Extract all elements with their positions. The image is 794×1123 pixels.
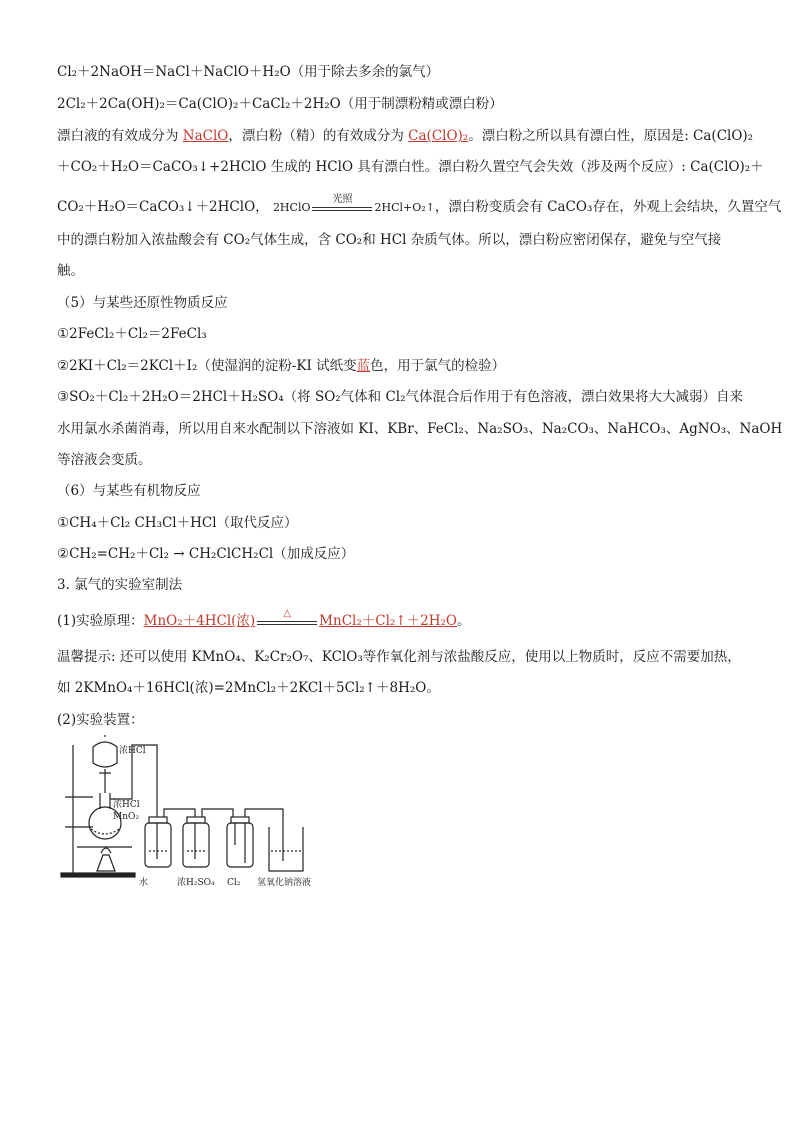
label-funnel-hcl: 浓HCl <box>119 746 146 756</box>
answer-reactants: MnO₂＋4HCl(浓) <box>143 613 256 629</box>
section-heading-5: （5）与某些还原性物质反应 <box>57 295 228 311</box>
equation-fecl2: ①2FeCl₂＋Cl₂＝2FeCl₃ <box>57 326 207 342</box>
paragraph-line: 中的漂白粉加入浓盐酸会有 CO₂气体生成，含 CO₂和 HCl 杂质气体。所以，漂白粉应密闭保存，避免与空气接 <box>57 232 722 248</box>
condition-heat: △ <box>283 607 292 619</box>
section-heading-6: （6）与某些有机物反应 <box>57 483 201 499</box>
answer-naclo: NaClO <box>182 128 229 144</box>
text-segment: (1)实验原理： <box>57 613 144 629</box>
text-segment: 漂白液的有效成分为 <box>57 128 183 144</box>
tip-equation: 如 2KMnO₄＋16HCl(浓)=2MnCl₂＋2KCl＋5Cl₂↑＋8H₂O。 <box>57 680 440 696</box>
label-naoh-solution: 氢氧化钠溶液 <box>257 878 312 888</box>
label-conc-h2so4: 浓H₂SO₄ <box>177 878 215 888</box>
light-condition-arrow <box>310 193 374 217</box>
label-flask-mno2: MnO₂ <box>113 812 139 822</box>
text-segment: 色，用于氯气的检验） <box>370 358 506 374</box>
answer-blue: 蓝 <box>356 358 371 374</box>
text-segment: ，漂白粉（精）的有效成分为 <box>228 128 409 144</box>
apparatus-heading: (2)实验装置： <box>57 712 144 728</box>
equation-ki <box>57 357 505 375</box>
answer-products: MnCl₂＋Cl₂↑＋2H₂O <box>319 613 457 629</box>
hclo-reactant: 2HClO <box>272 201 311 214</box>
answer-caclo2: Ca(ClO)₂ <box>408 128 469 144</box>
lab-principle-line <box>57 607 471 631</box>
paragraph-line: 水用氯水杀菌消毒，所以用自来水配制以下溶液如 KI、KBr、FeCl₂、Na₂SO₃、Na₂CO₃、NaHCO₃、AgNO₃、NaOH <box>57 421 783 437</box>
paragraph-line: 触。 <box>57 263 84 279</box>
text-segment: 。 <box>456 613 471 629</box>
equation-naoh: Cl₂＋2NaOH＝NaCl＋NaClO＋H₂O（用于除去多余的氯气） <box>57 64 440 80</box>
hclo-products: 2HCl+O₂↑ <box>374 201 435 214</box>
tip-line: 温馨提示: 还可以使用 KMnO₄、K₂Cr₂O₇、KClO₃等作氧化剂与浓盐酸反应，使用以上物质时，反应不需要加热， <box>57 649 741 665</box>
label-water: 水 <box>139 878 149 888</box>
bleach-decay-line <box>57 193 782 217</box>
equation-ch4: ①CH₄＋Cl₂ CH₃Cl＋HCl（取代反应） <box>57 515 298 531</box>
bleach-reason-line: ＋CO₂＋H₂O＝CaCO₃↓+2HClO 生成的 HClO 具有漂白性。漂白粉久置空气会失效（涉及两个反应）: Ca(ClO)₂＋ <box>57 159 764 175</box>
condition-light: 光照 <box>332 193 353 205</box>
label-cl2: Cl₂ <box>227 878 241 888</box>
text-segment: 。漂白粉之所以具有漂白性，原因是: Ca(ClO)₂ <box>468 128 754 144</box>
paragraph-line: 等溶液会变质。 <box>57 452 152 468</box>
equation-so2: ③SO₂＋Cl₂＋2H₂O＝2HCl＋H₂SO₄（将 SO₂气体和 Cl₂气体混合后作用于有色溶液，漂白效果将大大减弱）自来 <box>57 389 744 405</box>
bleach-components-line <box>57 127 753 145</box>
text-segment: CO₂＋H₂O＝CaCO₃↓＋2HClO， <box>57 199 269 215</box>
section-heading-3: 3. 氯气的实验室制法 <box>57 577 183 593</box>
label-flask-hcl: 浓HCl <box>113 800 140 810</box>
heat-condition-arrow <box>255 607 319 631</box>
equation-caoh2: 2Cl₂＋2Ca(OH)₂＝Ca(ClO)₂＋CaCl₂＋2H₂O（用于制漂粉精或漂白粉） <box>57 96 503 112</box>
text-segment: ，漂白粉变质会有 CaCO₃存在，外观上会结块，久置空气 <box>434 199 782 215</box>
text-segment: ②2KI＋Cl₂＝2KCl＋I₂（使湿润的淀粉-KI 试纸变 <box>57 358 357 374</box>
lab-apparatus-diagram <box>57 735 347 895</box>
equation-ethylene: ②CH₂=CH₂＋Cl₂ → CH₂ClCH₂Cl（加成反应） <box>57 546 355 562</box>
